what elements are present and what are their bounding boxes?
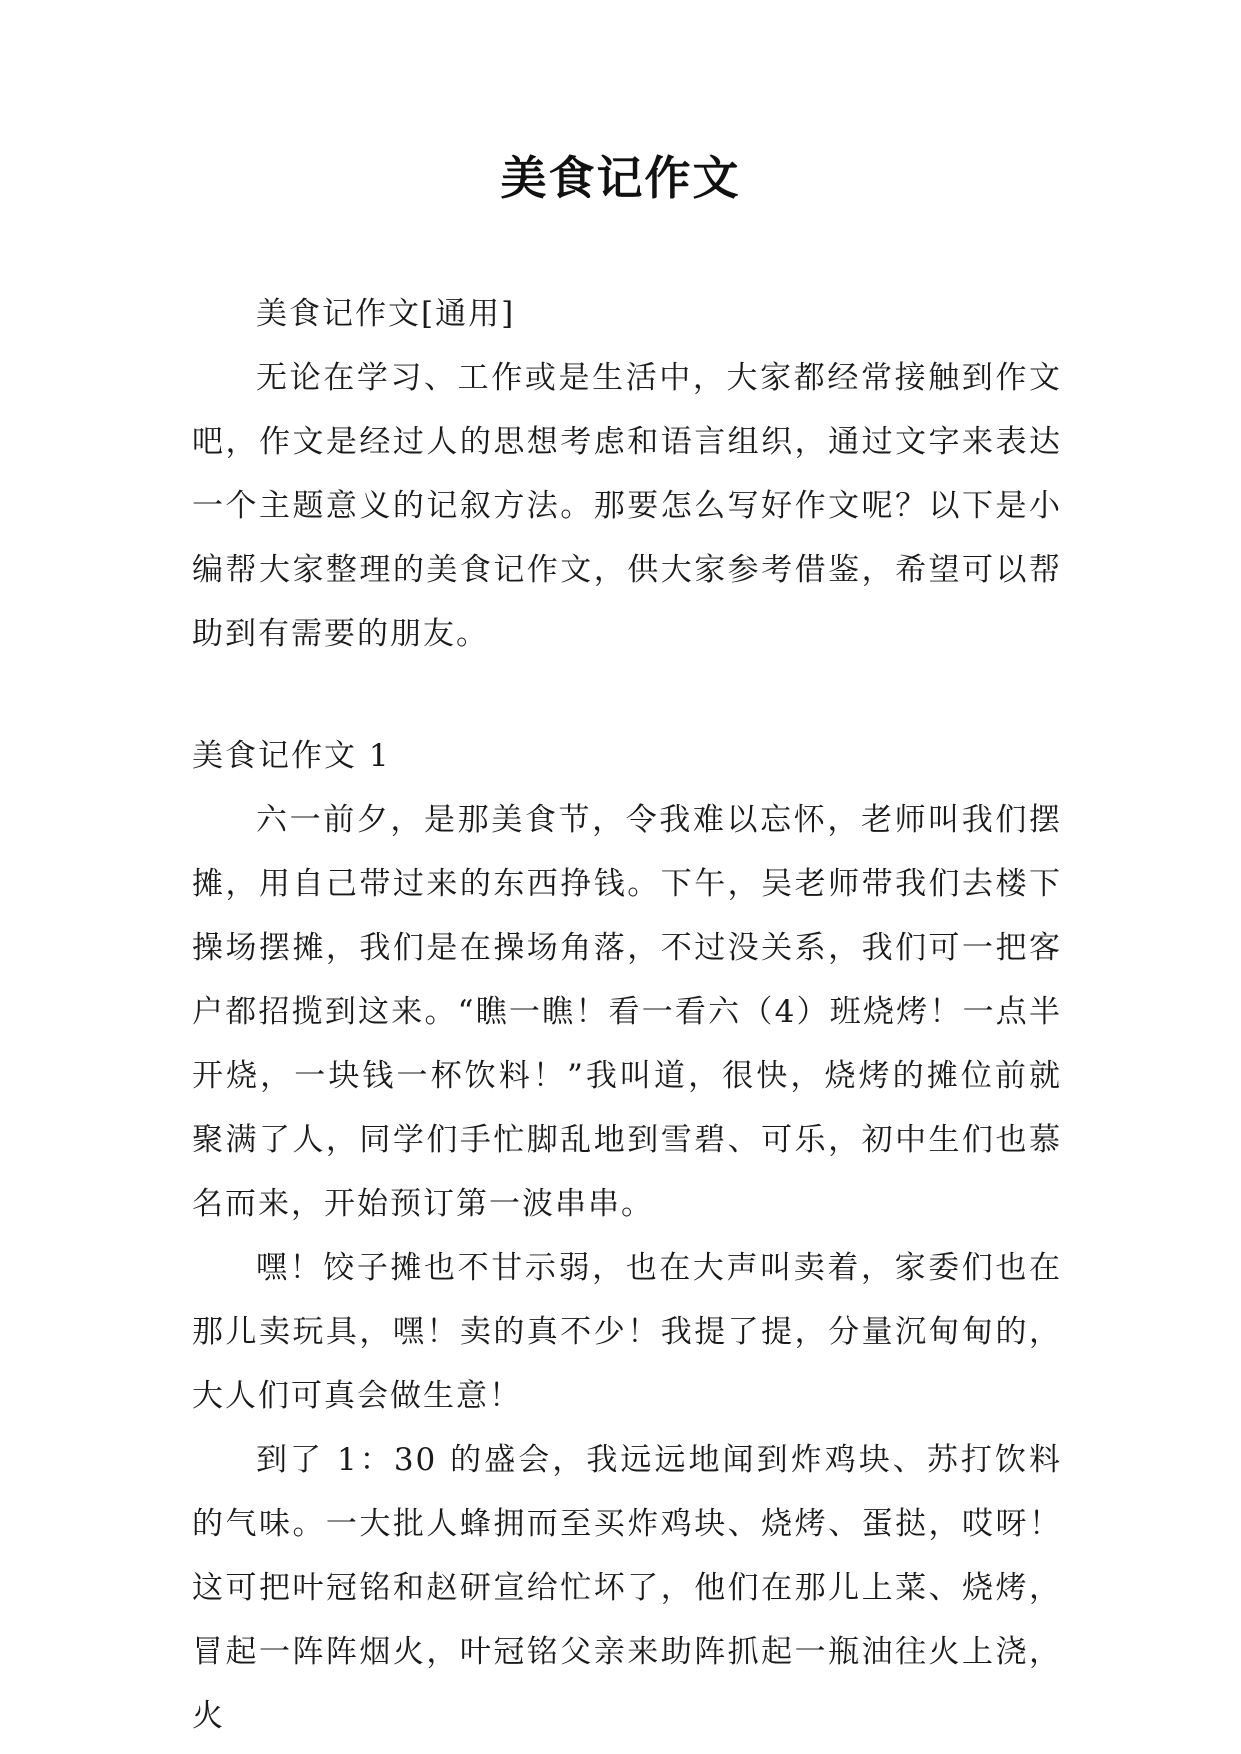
section-heading: 美食记作文 1 [192, 738, 391, 774]
section-paragraph: 到了 1：30 的盛会，我远远地闻到炸鸡块、苏打饮料的气味。一大批人蜂拥而至买炸鸡块、烧烤、蛋挞，哎呀！这可把叶冠铭和赵研宣给忙坏了，他们在那儿上菜、烧烤，冒起一阵阵烟火，叶冠铭父亲来助阵抓起一瓶油往火上浇，火 [192, 1442, 1062, 1734]
document-body [192, 282, 1062, 1748]
document-subtitle: 美食记作文[通用] [256, 296, 516, 332]
section-paragraph: 六一前夕，是那美食节，令我难以忘怀，老师叫我们摆摊，用自己带过来的东西挣钱。下午，吴老师带我们去楼下操场摆摊，我们是在操场角落，不过没关系，我们可一把客户都招揽到这来。“瞧一瞧！看一看六（4）班烧烤！一点半开烧，一块钱一杯饮料！”我叫道，很快，烧烤的摊位前就聚满了人，同学们手忙脚乱地到雪碧、可乐，初中生们也慕名而来，开始预订第一波串串。 [192, 802, 1062, 1222]
section-paragraph: 嘿！饺子摊也不甘示弱，也在大声叫卖着，家委们也在那儿卖玩具，嘿！卖的真不少！我提了提，分量沉甸甸的，大人们可真会做生意！ [192, 1250, 1062, 1414]
document-title: 美食记作文 [500, 151, 741, 205]
intro-paragraph: 无论在学习、工作或是生活中，大家都经常接触到作文吧，作文是经过人的思想考虑和语言组织，通过文字来表达一个主题意义的记叙方法。那要怎么写好作文呢？以下是小编帮大家整理的美食记作文，供大家参考借鉴，希望可以帮助到有需要的朋友。 [192, 360, 1062, 652]
